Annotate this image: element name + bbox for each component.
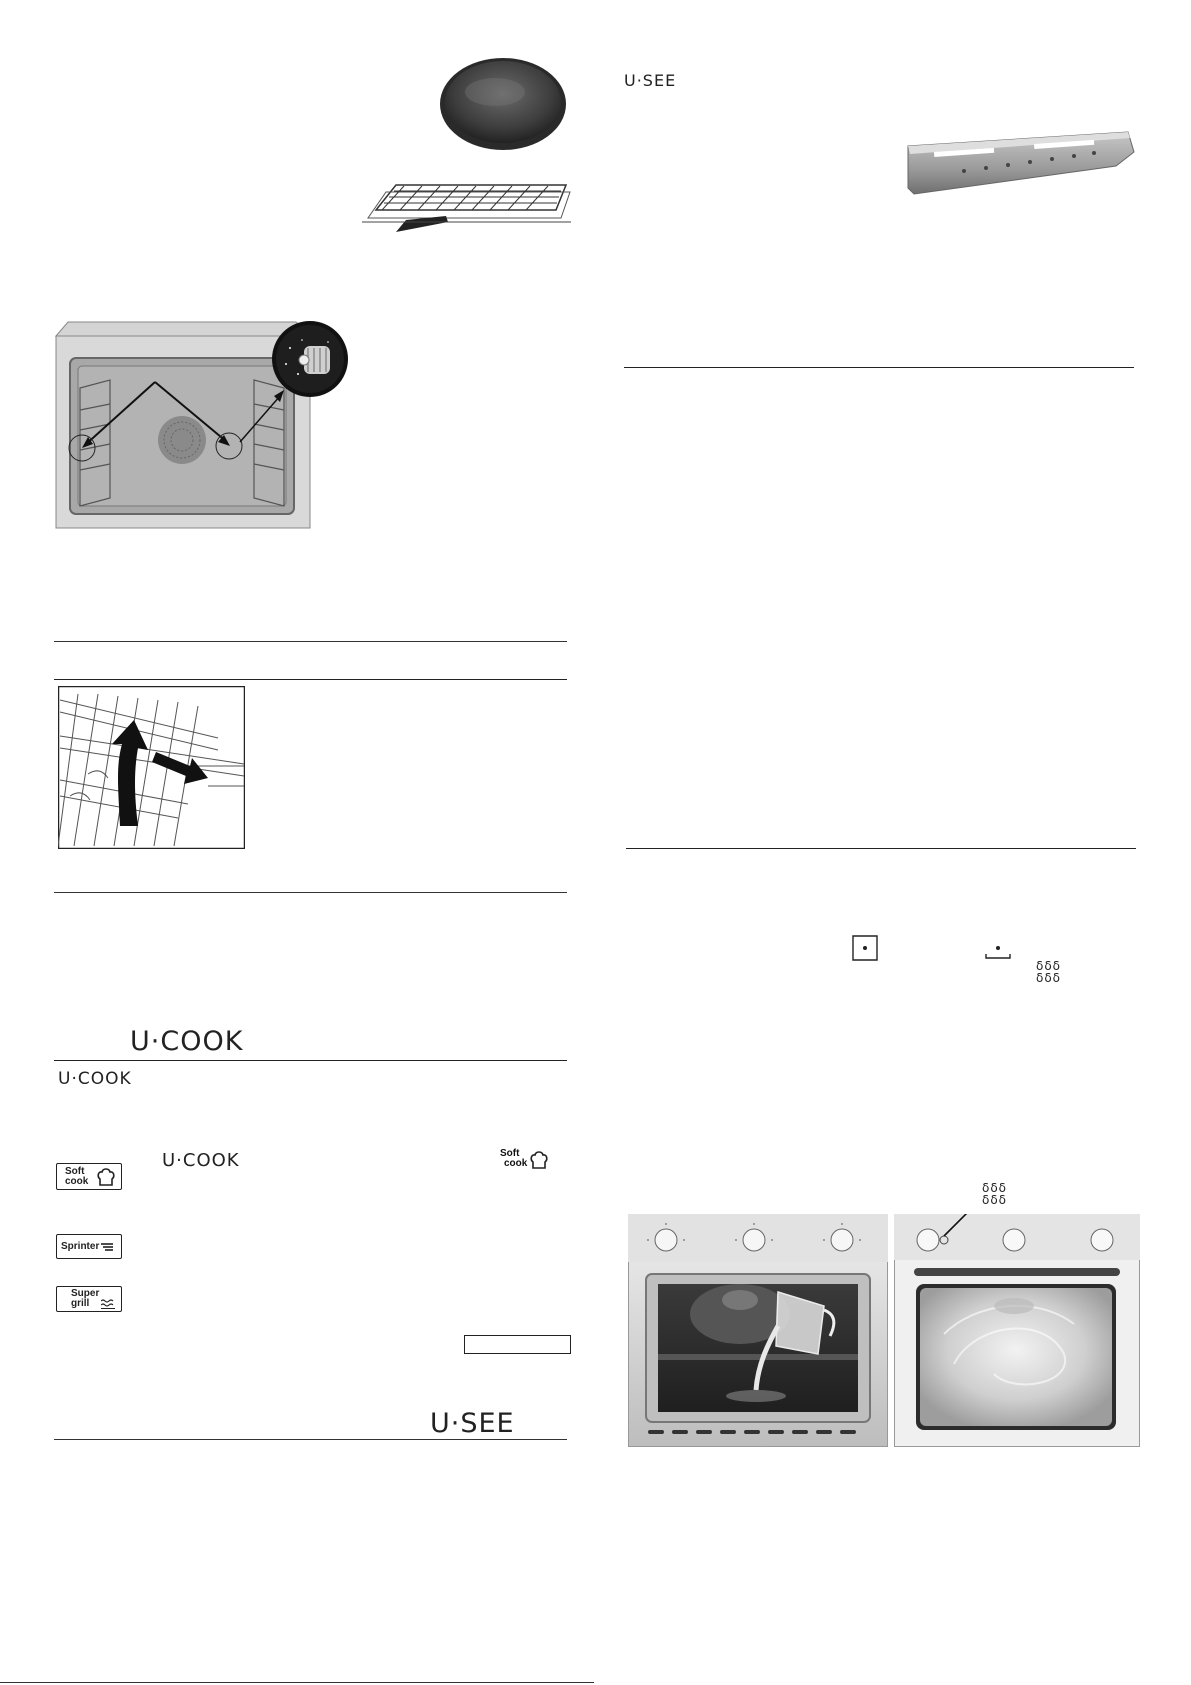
shelf-level-symbol-bottom — [985, 944, 1011, 960]
oven-steam-image — [894, 1214, 1140, 1447]
usee-section-logo: U·SEE — [430, 1408, 515, 1439]
super-grill-badge — [56, 1286, 122, 1312]
chef-hat-icon — [97, 1167, 115, 1187]
ucook-logo-inline: U·COOK — [162, 1150, 240, 1171]
water-drops-row-1: δδδ — [1036, 959, 1062, 973]
soft-cook-badge — [56, 1163, 122, 1190]
soft-cook-inline-symbol — [500, 1148, 550, 1174]
oven-pouring-water-image — [628, 1214, 888, 1447]
speed-lines-icon — [101, 1242, 113, 1252]
sprinter-badge-label: Sprinter — [61, 1240, 100, 1252]
super-grill-badge-top: Super — [71, 1288, 100, 1299]
sprinter-badge — [56, 1234, 122, 1259]
soft-cook-inline-bottom: cook — [504, 1158, 528, 1169]
section-divider — [54, 641, 567, 642]
soft-cook-badge-bottom: cook — [65, 1175, 89, 1187]
section-divider — [626, 848, 1136, 849]
water-drops-symbol — [1036, 960, 1061, 984]
water-drops-symbol-callout — [982, 1182, 1007, 1206]
oven-cavity-image — [52, 318, 352, 531]
shelf-level-symbol-top — [851, 934, 879, 962]
pizza-pan-image — [437, 56, 569, 152]
water-drops-row-2: δδδ — [1036, 971, 1062, 985]
section-divider — [54, 892, 567, 893]
water-drops-callout-row-1: δδδ — [982, 1181, 1008, 1195]
section-divider — [624, 367, 1134, 368]
footer-rule — [0, 1682, 594, 1683]
shelf-removal-image — [58, 686, 245, 849]
heat-waves-icon — [101, 1299, 115, 1309]
section-divider — [54, 679, 567, 680]
section-divider — [54, 1060, 567, 1061]
empty-label-box — [464, 1335, 571, 1354]
chef-hat-icon — [530, 1150, 548, 1170]
soft-cook-badge-top: Soft — [65, 1165, 85, 1177]
ucook-logo-small: U·COOK — [58, 1069, 132, 1089]
ucook-section-logo: U·COOK — [130, 1026, 244, 1057]
wire-shelf-image — [356, 180, 571, 255]
usee-logo-small: U·SEE — [624, 71, 677, 90]
super-grill-badge-bottom: grill — [71, 1298, 90, 1309]
water-drops-callout-row-2: δδδ — [982, 1193, 1008, 1207]
light-diffuser-image — [904, 126, 1136, 196]
section-divider — [54, 1439, 567, 1440]
soft-cook-inline-top: Soft — [500, 1148, 520, 1159]
